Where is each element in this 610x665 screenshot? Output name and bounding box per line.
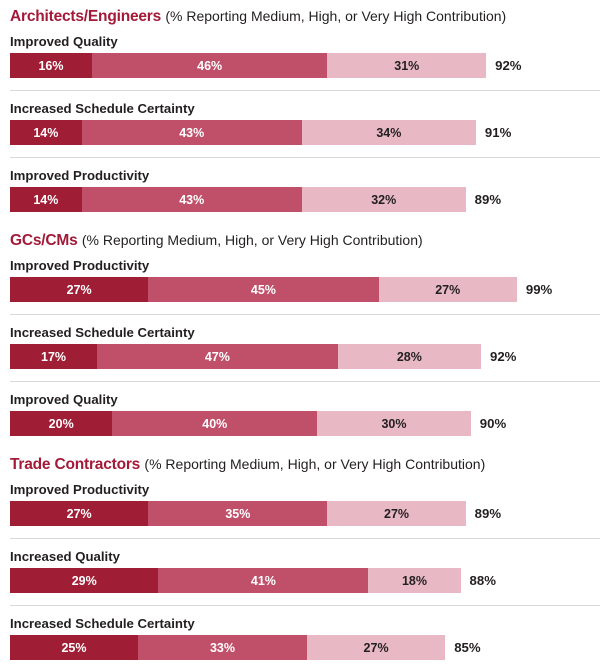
row-divider	[10, 538, 600, 539]
row-label: Increased Schedule Certainty	[10, 101, 195, 116]
row-label: Improved Productivity	[10, 482, 150, 497]
chart-row	[10, 34, 600, 78]
bar-segment: 35%	[148, 501, 327, 526]
group-title: Trade Contractors	[10, 456, 141, 473]
bar-segment: 43%	[82, 187, 302, 212]
bar-segment: 27%	[379, 277, 517, 302]
row-divider	[10, 314, 600, 315]
stacked-bar	[10, 501, 600, 526]
row-total: 90%	[479, 416, 507, 431]
stacked-bar	[10, 635, 600, 660]
bar-track	[10, 344, 481, 369]
bar-segment: 41%	[158, 568, 368, 593]
chart-row	[10, 616, 600, 660]
row-label: Improved Productivity	[10, 168, 150, 183]
row-label: Increased Schedule Certainty	[10, 616, 195, 631]
group-title: GCs/CMs	[10, 232, 78, 249]
row-divider	[10, 381, 600, 382]
bar-segment: 17%	[10, 344, 97, 369]
bar-segment: 25%	[10, 635, 138, 660]
bar-segment: 27%	[10, 501, 148, 526]
bar-segment: 27%	[327, 501, 465, 526]
row-total: 92%	[495, 58, 522, 73]
row-total: 91%	[484, 125, 512, 140]
chart-group	[10, 6, 600, 212]
chart-row	[10, 168, 600, 212]
row-label: Improved Quality	[10, 34, 118, 49]
bar-segment: 43%	[82, 120, 302, 145]
bar-segment: 46%	[92, 53, 328, 78]
chart-row	[10, 392, 600, 436]
row-divider	[10, 605, 600, 606]
group-subtitle: (% Reporting Medium, High, or Very High Contribution)	[144, 456, 486, 472]
bar-segment: 28%	[338, 344, 481, 369]
bar-segment: 14%	[10, 187, 82, 212]
bar-segment: 45%	[148, 277, 378, 302]
bar-track	[10, 187, 466, 212]
group-title: Architects/Engineers	[10, 8, 162, 25]
row-total: 85%	[454, 640, 481, 655]
stacked-bar	[10, 411, 600, 436]
row-total: 92%	[490, 349, 517, 364]
row-total: 89%	[474, 506, 502, 521]
chart-row	[10, 482, 600, 526]
row-label: Improved Quality	[10, 392, 118, 407]
row-total: 88%	[469, 573, 496, 588]
bar-segment: 14%	[10, 120, 82, 145]
chart-row	[10, 549, 600, 593]
row-label: Increased Quality	[10, 549, 120, 564]
bar-segment: 18%	[368, 568, 460, 593]
stacked-bar	[10, 187, 600, 212]
bar-segment: 20%	[10, 411, 112, 436]
bar-track	[10, 501, 466, 526]
bar-segment: 47%	[97, 344, 338, 369]
bar-track	[10, 53, 486, 78]
row-label: Increased Schedule Certainty	[10, 325, 195, 340]
bar-track	[10, 277, 517, 302]
bar-segment: 27%	[307, 635, 445, 660]
stacked-bar	[10, 344, 600, 369]
bar-segment: 32%	[302, 187, 466, 212]
stacked-bar	[10, 53, 600, 78]
stacked-bar	[10, 277, 600, 302]
bar-segment: 34%	[302, 120, 476, 145]
bar-segment: 27%	[10, 277, 148, 302]
chart-groups	[10, 6, 600, 660]
group-header	[10, 230, 600, 251]
bar-track	[10, 120, 476, 145]
row-divider	[10, 90, 600, 91]
chart-group	[10, 230, 600, 436]
bar-segment: 40%	[112, 411, 317, 436]
bar-segment: 30%	[317, 411, 471, 436]
chart-group	[10, 454, 600, 660]
row-label: Improved Productivity	[10, 258, 150, 273]
row-divider	[10, 157, 600, 158]
row-total: 99%	[525, 282, 553, 297]
bar-track	[10, 568, 461, 593]
group-subtitle: (% Reporting Medium, High, or Very High Contribution)	[81, 232, 423, 248]
row-total: 89%	[474, 192, 502, 207]
group-subtitle: (% Reporting Medium, High, or Very High Contribution)	[165, 8, 507, 24]
bar-track	[10, 411, 471, 436]
group-header	[10, 454, 600, 475]
bar-segment: 29%	[10, 568, 158, 593]
stacked-bar	[10, 568, 600, 593]
group-header	[10, 6, 600, 27]
bar-segment: 33%	[138, 635, 307, 660]
bar-track	[10, 635, 445, 660]
stacked-bar	[10, 120, 600, 145]
bar-segment: 16%	[10, 53, 92, 78]
bar-segment: 31%	[327, 53, 486, 78]
chart-row	[10, 325, 600, 369]
chart-row	[10, 258, 600, 302]
chart-row	[10, 101, 600, 145]
